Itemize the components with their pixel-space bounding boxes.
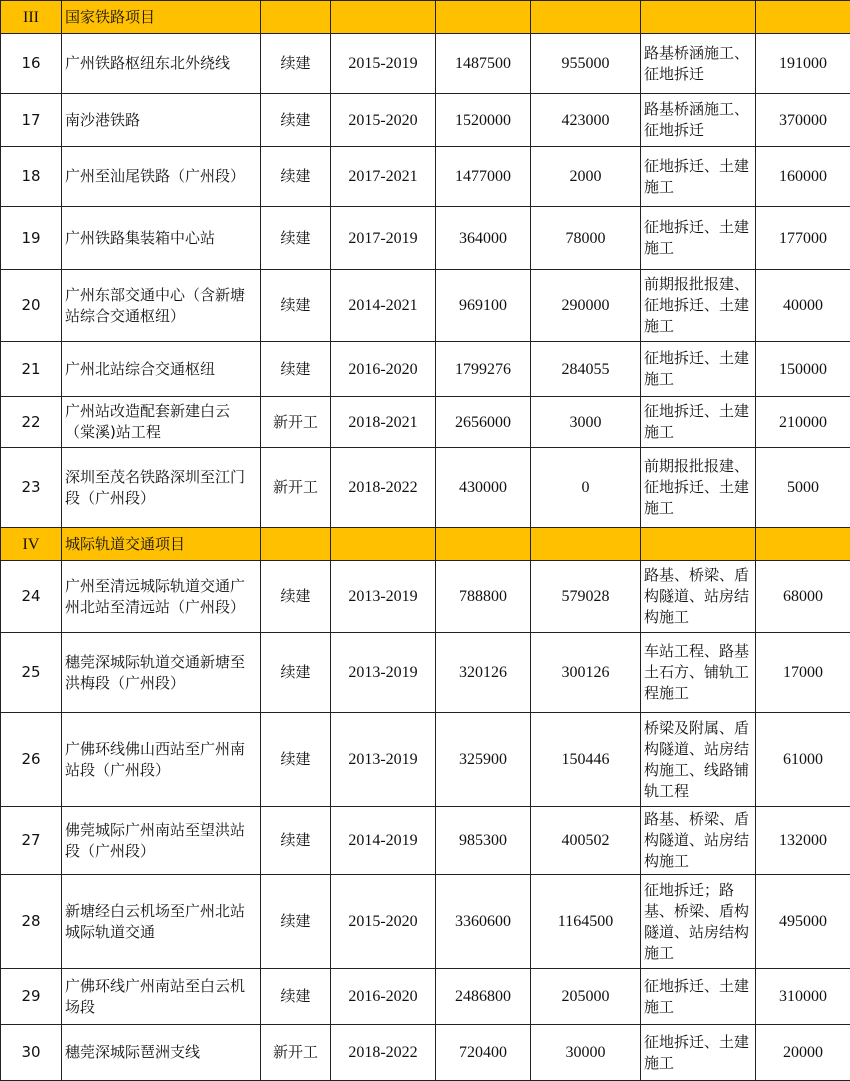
section-empty-cell <box>531 1 641 34</box>
section-empty-cell <box>756 1 850 34</box>
cell-plan: 20000 <box>756 1025 850 1081</box>
cell-total: 788800 <box>436 561 531 633</box>
table-row <box>1 969 850 1025</box>
cell-completed: 300126 <box>531 633 641 713</box>
table-row <box>1 807 850 875</box>
cell-content: 车站工程、路基土石方、铺轨工程施工 <box>641 633 756 713</box>
table-row <box>1 270 850 342</box>
table-row <box>1 561 850 633</box>
cell-period: 2016-2020 <box>331 342 436 397</box>
cell-content: 前期报批报建、征地拆迁、土建施工 <box>641 270 756 342</box>
cell-status: 续建 <box>261 94 331 147</box>
table-row <box>1 448 850 528</box>
cell-total: 1487500 <box>436 34 531 94</box>
cell-period: 2017-2021 <box>331 147 436 207</box>
cell-name: 南沙港铁路 <box>62 94 261 147</box>
section-empty-cell <box>331 1 436 34</box>
cell-content: 征地拆迁、土建施工 <box>641 969 756 1025</box>
cell-plan: 160000 <box>756 147 850 207</box>
table-row <box>1 1025 850 1081</box>
cell-completed: 290000 <box>531 270 641 342</box>
cell-name: 深圳至茂名铁路深圳至江门段（广州段） <box>62 448 261 528</box>
section-header-row <box>1 528 850 561</box>
section-empty-cell <box>436 528 531 561</box>
cell-period: 2018-2022 <box>331 1025 436 1081</box>
cell-total: 1477000 <box>436 147 531 207</box>
cell-period: 2017-2019 <box>331 207 436 270</box>
cell-plan: 40000 <box>756 270 850 342</box>
cell-period: 2015-2020 <box>331 94 436 147</box>
cell-status: 新开工 <box>261 397 331 448</box>
section-empty-cell <box>641 528 756 561</box>
cell-content: 征地拆迁、土建施工 <box>641 147 756 207</box>
cell-status: 续建 <box>261 807 331 875</box>
section-empty-cell <box>331 528 436 561</box>
cell-name: 新塘经白云机场至广州北站城际轨道交通 <box>62 875 261 969</box>
cell-completed: 2000 <box>531 147 641 207</box>
cell-total: 985300 <box>436 807 531 875</box>
cell-plan: 370000 <box>756 94 850 147</box>
table-row <box>1 342 850 397</box>
cell-status: 新开工 <box>261 448 331 528</box>
cell-total: 325900 <box>436 713 531 807</box>
cell-name: 广州站改造配套新建白云（棠溪)站工程 <box>62 397 261 448</box>
cell-completed: 78000 <box>531 207 641 270</box>
cell-no: 27 <box>1 807 62 875</box>
table-row <box>1 397 850 448</box>
cell-name: 广州铁路集装箱中心站 <box>62 207 261 270</box>
section-empty-cell <box>261 1 331 34</box>
cell-status: 续建 <box>261 270 331 342</box>
section-code: III <box>1 1 62 34</box>
cell-completed: 423000 <box>531 94 641 147</box>
cell-plan: 495000 <box>756 875 850 969</box>
cell-name: 佛莞城际广州南站至望洪站段（广州段） <box>62 807 261 875</box>
cell-no: 17 <box>1 94 62 147</box>
cell-completed: 955000 <box>531 34 641 94</box>
cell-total: 1799276 <box>436 342 531 397</box>
cell-name: 广佛环线广州南站至白云机场段 <box>62 969 261 1025</box>
cell-period: 2018-2021 <box>331 397 436 448</box>
cell-total: 2486800 <box>436 969 531 1025</box>
cell-status: 续建 <box>261 34 331 94</box>
cell-completed: 284055 <box>531 342 641 397</box>
cell-completed: 205000 <box>531 969 641 1025</box>
cell-plan: 177000 <box>756 207 850 270</box>
cell-total: 320126 <box>436 633 531 713</box>
section-empty-cell <box>436 1 531 34</box>
table-row <box>1 94 850 147</box>
cell-plan: 150000 <box>756 342 850 397</box>
cell-status: 新开工 <box>261 1025 331 1081</box>
cell-name: 穗莞深城际琶洲支线 <box>62 1025 261 1081</box>
cell-status: 续建 <box>261 561 331 633</box>
cell-completed: 579028 <box>531 561 641 633</box>
cell-plan: 68000 <box>756 561 850 633</box>
cell-content: 征地拆迁、土建施工 <box>641 1025 756 1081</box>
section-empty-cell <box>531 528 641 561</box>
cell-no: 16 <box>1 34 62 94</box>
cell-period: 2016-2020 <box>331 969 436 1025</box>
cell-no: 28 <box>1 875 62 969</box>
section-header-row <box>1 1 850 34</box>
cell-status: 续建 <box>261 633 331 713</box>
cell-total: 720400 <box>436 1025 531 1081</box>
cell-content: 征地拆迁、土建施工 <box>641 342 756 397</box>
cell-content: 路基、桥梁、盾构隧道、站房结构施工 <box>641 561 756 633</box>
cell-completed: 3000 <box>531 397 641 448</box>
cell-status: 续建 <box>261 147 331 207</box>
table-row <box>1 147 850 207</box>
cell-content: 前期报批报建、征地拆迁、土建施工 <box>641 448 756 528</box>
cell-completed: 400502 <box>531 807 641 875</box>
cell-plan: 132000 <box>756 807 850 875</box>
cell-status: 续建 <box>261 713 331 807</box>
cell-content: 征地拆迁、土建施工 <box>641 397 756 448</box>
cell-period: 2015-2020 <box>331 875 436 969</box>
cell-period: 2018-2022 <box>331 448 436 528</box>
cell-plan: 61000 <box>756 713 850 807</box>
cell-no: 24 <box>1 561 62 633</box>
cell-no: 29 <box>1 969 62 1025</box>
cell-no: 22 <box>1 397 62 448</box>
cell-name: 广州东部交通中心（含新塘站综合交通枢纽） <box>62 270 261 342</box>
cell-total: 430000 <box>436 448 531 528</box>
cell-status: 续建 <box>261 969 331 1025</box>
cell-name: 广州至汕尾铁路（广州段） <box>62 147 261 207</box>
section-code: IV <box>1 528 62 561</box>
cell-completed: 30000 <box>531 1025 641 1081</box>
cell-no: 20 <box>1 270 62 342</box>
cell-total: 969100 <box>436 270 531 342</box>
table-row <box>1 633 850 713</box>
cell-period: 2013-2019 <box>331 713 436 807</box>
table-row <box>1 34 850 94</box>
cell-name: 广州北站综合交通枢纽 <box>62 342 261 397</box>
cell-plan: 191000 <box>756 34 850 94</box>
section-title: 国家铁路项目 <box>62 1 261 34</box>
table-row <box>1 875 850 969</box>
cell-content: 路基桥涵施工、征地拆迁 <box>641 94 756 147</box>
cell-content: 征地拆迁；路基、桥梁、盾构隧道、站房结构施工 <box>641 875 756 969</box>
section-empty-cell <box>261 528 331 561</box>
cell-content: 路基桥涵施工、征地拆迁 <box>641 34 756 94</box>
cell-name: 广佛环线佛山西站至广州南站段（广州段） <box>62 713 261 807</box>
cell-period: 2013-2019 <box>331 633 436 713</box>
section-empty-cell <box>756 528 850 561</box>
cell-content: 桥梁及附属、盾构隧道、站房结构施工、线路铺轨工程 <box>641 713 756 807</box>
cell-period: 2015-2019 <box>331 34 436 94</box>
cell-content: 路基、桥梁、盾构隧道、站房结构施工 <box>641 807 756 875</box>
cell-name: 广州至清远城际轨道交通广州北站至清远站（广州段） <box>62 561 261 633</box>
section-title: 城际轨道交通项目 <box>62 528 261 561</box>
cell-status: 续建 <box>261 207 331 270</box>
cell-period: 2013-2019 <box>331 561 436 633</box>
cell-no: 21 <box>1 342 62 397</box>
cell-plan: 210000 <box>756 397 850 448</box>
cell-completed: 0 <box>531 448 641 528</box>
cell-status: 续建 <box>261 875 331 969</box>
cell-period: 2014-2019 <box>331 807 436 875</box>
cell-no: 18 <box>1 147 62 207</box>
table-row <box>1 713 850 807</box>
cell-no: 19 <box>1 207 62 270</box>
cell-name: 广州铁路枢纽东北外绕线 <box>62 34 261 94</box>
cell-content: 征地拆迁、土建施工 <box>641 207 756 270</box>
cell-no: 25 <box>1 633 62 713</box>
cell-plan: 310000 <box>756 969 850 1025</box>
cell-no: 23 <box>1 448 62 528</box>
cell-no: 30 <box>1 1025 62 1081</box>
section-empty-cell <box>641 1 756 34</box>
cell-status: 续建 <box>261 342 331 397</box>
cell-plan: 17000 <box>756 633 850 713</box>
cell-completed: 1164500 <box>531 875 641 969</box>
cell-name: 穗莞深城际轨道交通新塘至洪梅段（广州段） <box>62 633 261 713</box>
cell-period: 2014-2021 <box>331 270 436 342</box>
cell-total: 2656000 <box>436 397 531 448</box>
cell-plan: 5000 <box>756 448 850 528</box>
cell-total: 3360600 <box>436 875 531 969</box>
table-row <box>1 207 850 270</box>
cell-completed: 150446 <box>531 713 641 807</box>
cell-no: 26 <box>1 713 62 807</box>
cell-total: 364000 <box>436 207 531 270</box>
cell-total: 1520000 <box>436 94 531 147</box>
